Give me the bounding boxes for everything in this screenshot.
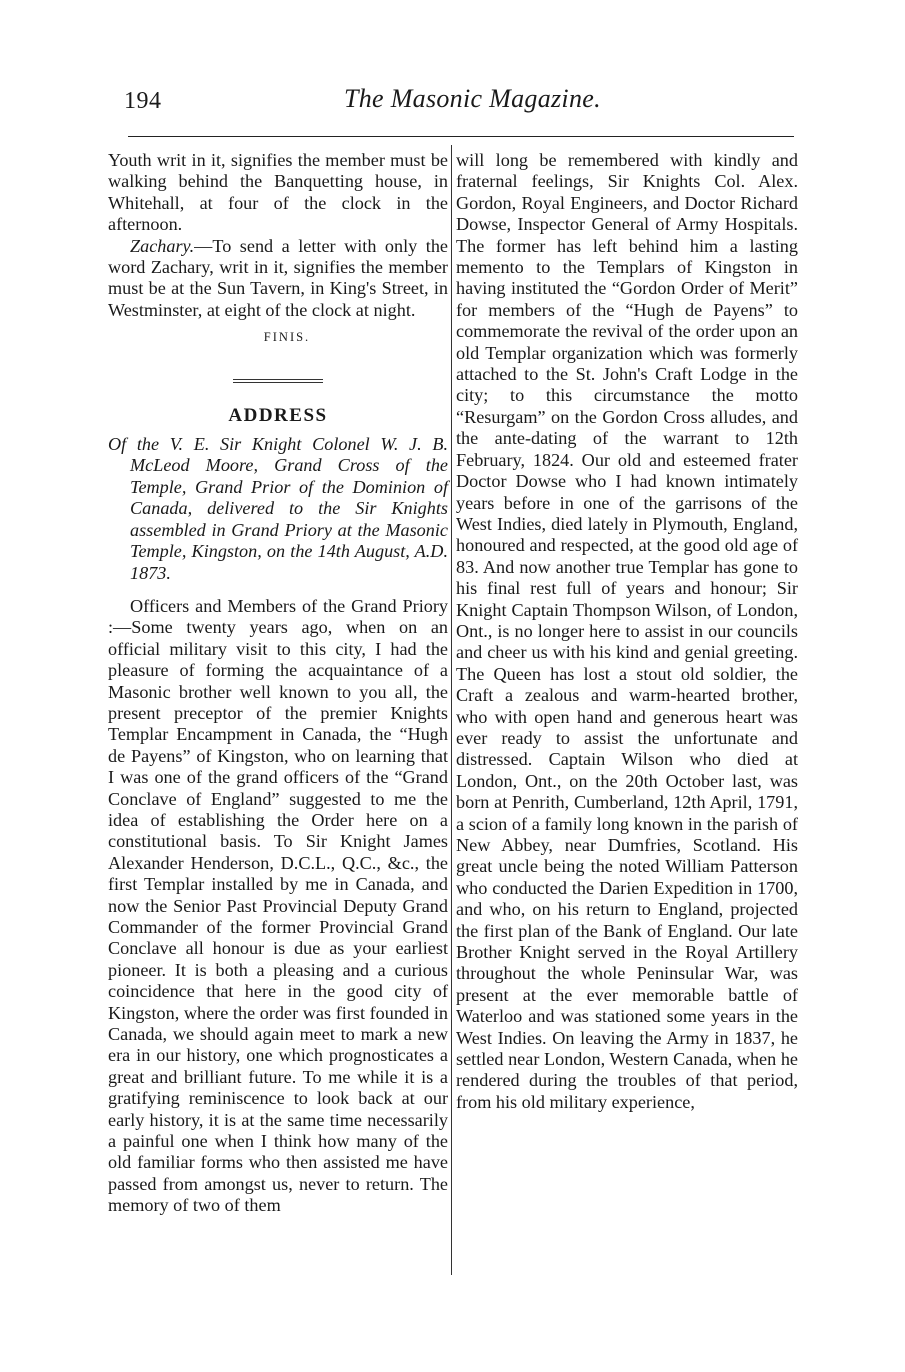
right-column	[456, 150, 798, 1113]
header-rule	[128, 136, 794, 137]
paragraph-zachary	[108, 236, 448, 322]
finis-label: FINIS.	[263, 330, 311, 345]
section-divider	[233, 379, 323, 383]
running-title: The Masonic Magazine.	[344, 84, 601, 113]
paragraph-youth: Youth writ in it, signifies the member must be walking behind the Banquetting house, in Whitehall, at four of the clock in the afternoon.	[108, 150, 448, 235]
address-heading: ADDRESS	[228, 404, 328, 426]
zachary-text: —To send a letter with only the word Zachary, writ in it, signifies the member must be at the Sun Tavern, in King's Street, in Westminster, at eight of the clock at night.	[108, 235, 448, 320]
page-number: 194	[124, 88, 162, 114]
zachary-lead: Zachary.	[130, 235, 195, 256]
address-subtitle: Of the V. E. Sir Knight Colonel W. J. B. McLeod Moore, Grand Cross of the Temple, Grand Prior of the Dominion of Canada, delivered to the Sir Knights assembled in Grand Priory at the Masonic Temple, Kingston, on the 14th August, A.D. 1873.	[108, 434, 448, 583]
address-body-right: will long be remembered with kindly and fraternal feelings, Sir Knights Col. Alex. Gordon, Royal Engineers, and Doctor Richard Dowse, Inspector General of Army Hospitals. The former has left behind him a lasting memento to the Templars of Kingston in having instituted the “Gordon Order of Merit” for members of the “Hugh de Payens” to commemorate the revival of the order upon an old Templar organization which was formerly attached to the St. John's Craft Lodge in the city; to this circumstance the motto “Resurgam” on the Gordon Cross alludes, and the ante-dating of the warrant to 12th February, 1824. Our old and esteemed frater Doctor Dowse who I had known intimately years before in one of the garrisons of the West Indies, died lately in Plymouth, England, honoured and respected, at the good old age of 83. And now another true Templar has gone to his final rest full of years and honour; Sir Knight Captain Thompson Wilson, of London, Ont., is no longer here to assist in our councils and cheer us with his kind and genial greeting. The Queen has lost a stout old soldier, the Craft a zealous and warm-hearted brother, who with open hand and generous heart was ever ready to assist the unfortunate and distressed. Captain Wilson who died at London, Ont., on the 20th October last, was born at Penrith, Cumberland, 12th April, 1791, a scion of a family long known in the parish of New Abbey, near Dumfries, Scotland. His great uncle being the noted William Patterson who conducted the Darien Expedition in 1700, and who, on his return to England, projected the first plan of the Bank of England. Our late Brother Knight served in the Royal Artillery throughout the whole Peninsular War, was present at the ever memorable battle of Waterloo and was stationed some years in the West Indies. On leaving the Army in 1837, he settled near London, Western Canada, when he rendered during the troubles of that period, from his old military experience,	[456, 150, 798, 1112]
column-divider	[451, 145, 452, 1275]
left-column	[108, 150, 448, 1217]
address-body-left: Officers and Members of the Grand Priory :—Some twenty years ago, when on an official military visit to this city, I had the pleasure of forming the acquaintance of a Masonic brother well known to you all, the present preceptor of the premier Knights Templar Encampment in Canada, the “Hugh de Payens” of Kingston, who on learning that I was one of the grand officers of the “Grand Conclave of England” suggested to me the idea of establishing the Order here on a constitutional basis. To Sir Knight James Alexander Henderson, D.C.L., Q.C., &c., the first Templar installed by me in Canada, and now the Senior Past Provincial Deputy Grand Commander of the former Provincial Grand Conclave all honour is due as your earliest pioneer. It is both a pleasing and a curious coincidence that here in the good city of Kingston, where the order was first founded in Canada, we should again meet to mark a new era in our history, one which prognosticates a great and brilliant future. To me while it is a gratifying reminiscence to look back at our early history, it is at the same time necessarily a painful one when I think how many of the old familiar forms who then assisted me have passed from amongst us, never to return. The memory of two of them	[108, 595, 448, 1216]
